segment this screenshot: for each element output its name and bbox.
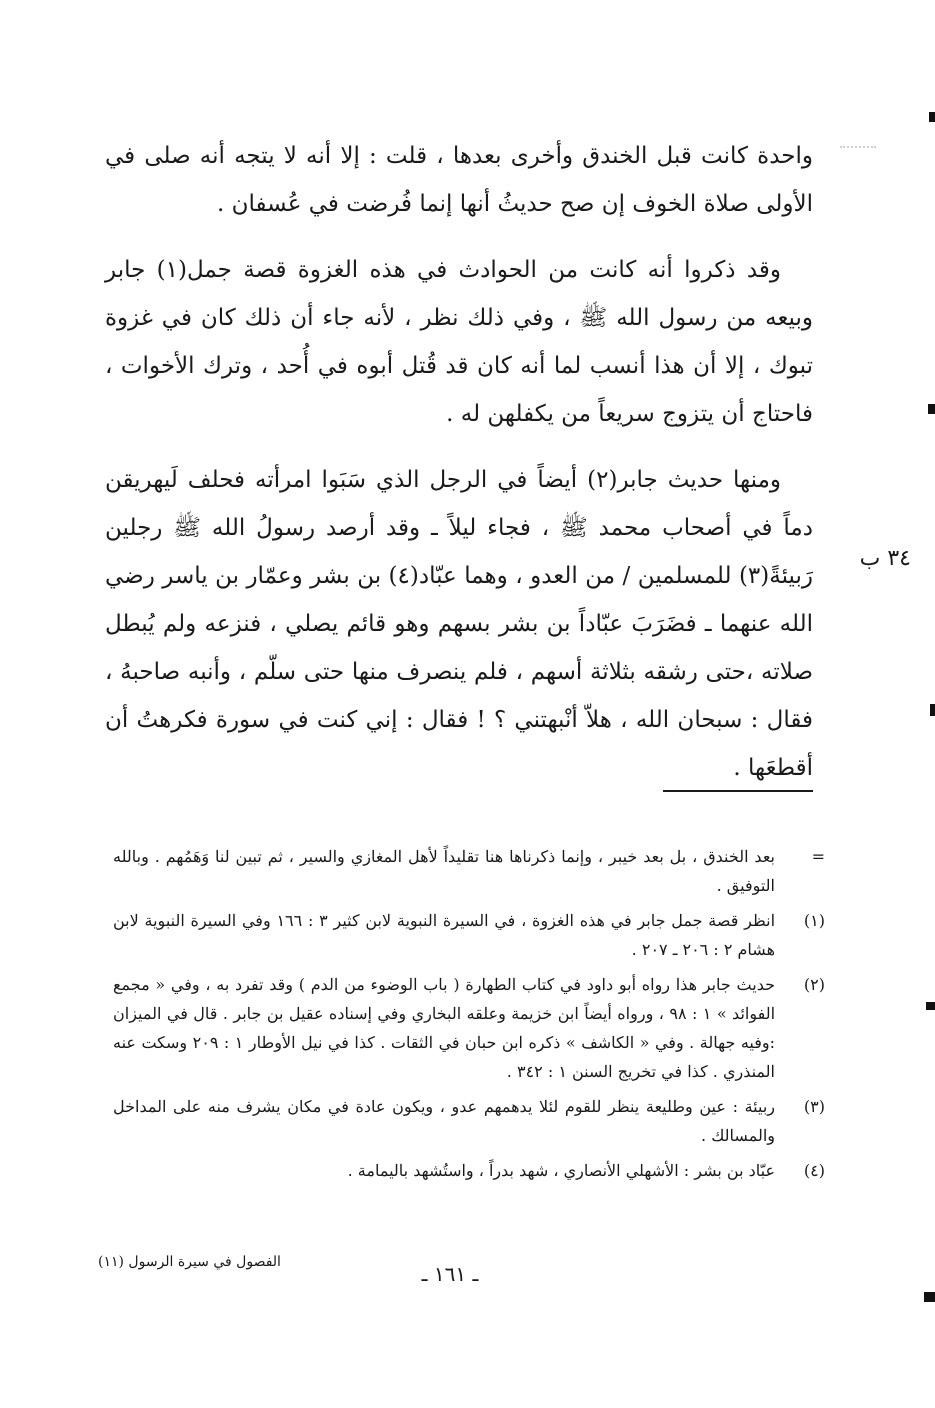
- footnote-marker: (١): [803, 911, 825, 930]
- footnote-marker: (٣): [803, 1097, 825, 1116]
- footnote-continuation: [113, 842, 825, 900]
- footnotes: [113, 842, 825, 1191]
- footnote-text: ربيئة : عين وطليعة ينظر للقوم لئلا يدهمهم عدو ، ويكون عادة في مكان يشرف منه على المداخل والمسالك .: [113, 1097, 776, 1145]
- page-number: ـ ١٦١ ـ: [421, 1262, 479, 1286]
- footnote-2: [113, 970, 825, 1086]
- manuscript-folio-note: ٣٤ ب: [859, 546, 911, 571]
- scan-edge-mark: [924, 1292, 935, 1302]
- scan-edge-mark: [928, 404, 935, 414]
- footnote-separator: [663, 790, 813, 792]
- footnote-marker: (٤): [803, 1161, 825, 1180]
- footnote-1: [113, 906, 825, 964]
- running-footer: الفصول في سيرة الرسول (١١): [98, 1254, 281, 1270]
- main-text: [105, 132, 813, 810]
- scan-edge-mark: [929, 112, 935, 122]
- footnote-marker: =: [811, 847, 825, 866]
- footnote-3: [113, 1092, 825, 1150]
- footnote-4: [113, 1156, 825, 1185]
- footnote-text: انظر قصة جمل جابر في هذه الغزوة ، في السيرة النبوية لابن كثير ٣ : ١٦٦ وفي السيرة النبوية لابن هشام ٢ : ٢٠٦ ـ ٢٠٧ .: [113, 911, 776, 959]
- paragraph-2: وقد ذكروا أنه كانت من الحوادث في هذه الغزوة قصة جمل(١) جابر وبيعه من رسول الله ﷺ ، وفي ذلك نظر ، لأنه جاء أن ذلك كان في غزوة تبوك ، إلا أن هذا أنسب لما أنه كان قد قُتل أبوه في أُحد ، وترك الأخوات ، فاحتاج أن يتزوج سريعاً من يكفلهن له .: [105, 257, 813, 427]
- paragraph-3: ومنها حديث جابر(٢) أيضاً في الرجل الذي سَبَوا امرأته فحلف لَيهريقن دماً في أصحاب محمد ﷺ ، فجاء ليلاً ـ وقد أرصد رسولُ الله ﷺ رجلين رَبيئةً(٣) للمسلمين / من العدو ، وهما عبّاد(٤) بن بشر وعمّار بن ياسر رضي الله عنهما ـ فضَرَبَ عبّاداً بن بشر بسهم وهو قائم يصلي ، فنزعه ولم يُبطل صلاته ،حتى رشقه بثلاثة أسهم ، فلم ينصرف منها حتى سلّم ، وأنبه صاحبهُ ، فقال : سبحان الله ، هلاّ أنْبهتني ؟ ! فقال : إني كنت في سورة فكرهتُ أن أقطعَها .: [105, 467, 813, 781]
- footnote-text: بعد الخندق ، بل بعد خيبر ، وإنما ذكرناها هنا تقليداً لأهل المغازي والسير ، ثم تبين لنا وَهَمُهم . وبالله التوفيق .: [113, 847, 775, 895]
- footnote-marker: (٢): [803, 975, 825, 994]
- paragraph-1: واحدة كانت قبل الخندق وأخرى بعدها ، قلت : إلا أنه لا يتجه أنه صلى في الأولى صلاة الخوف إن صح حديثُ أنها إنما فُرضت في عُسفان .: [105, 143, 813, 217]
- faint-scan-dots: [840, 146, 876, 148]
- scan-edge-mark: [926, 1002, 935, 1010]
- footnote-text: حديث جابر هذا رواه أبو داود في كتاب الطهارة ( باب الوضوء من الدم ) وقد تفرد به ، وفي « مجمع الفوائد » ١ : ٩٨ ، ورواه أيضاً ابن خزيمة وعلقه البخاري وفي إسناده عقيل بن جابر . قال في الميزان :وفيه جهالة . وفي « الكاشف » ذكره ابن حبان في الثقات . كذا في نيل الأوطار ١ : ٢٠٩ وسكت عنه المنذري . كذا في تخريج السنن ١ : ٣٤٢ .: [113, 975, 776, 1081]
- footnote-text: عبّاد بن بشر : الأشهلي الأنصاري ، شهد بدراً ، واستُشهد باليمامة .: [347, 1161, 775, 1180]
- scan-edge-mark: [930, 704, 935, 716]
